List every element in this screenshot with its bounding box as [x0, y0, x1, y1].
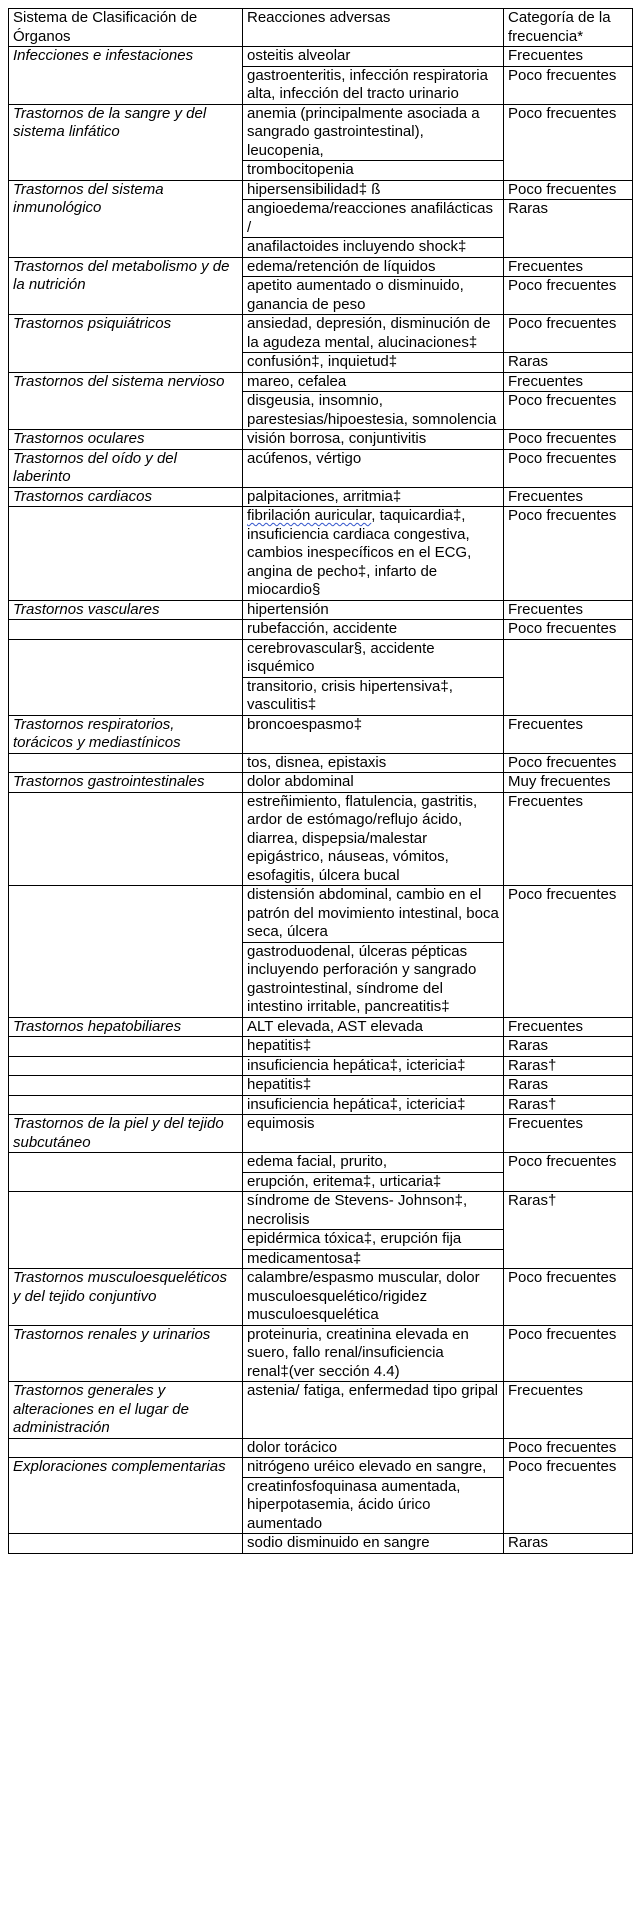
reaction-underlined-text: fibrilación auricular	[247, 507, 372, 524]
frequency-cell: Poco frecuentes	[504, 104, 633, 180]
table-row	[9, 600, 633, 620]
table-row	[9, 1095, 633, 1115]
soc-cell	[9, 886, 243, 1018]
reaction-cell: calambre/espasmo muscular, dolor musculoesquelético/rigidez musculoesquelética	[243, 1269, 504, 1326]
frequency-cell: Poco frecuentes	[504, 1438, 633, 1458]
soc-cell	[9, 1153, 243, 1192]
frequency-cell: Raras	[504, 1534, 633, 1554]
frequency-cell: Raras	[504, 353, 633, 373]
soc-cell	[9, 753, 243, 773]
reaction-cell: hipersensibilidad‡ ß	[243, 180, 504, 200]
frequency-cell: Raras†	[504, 1095, 633, 1115]
soc-cell	[9, 639, 243, 715]
reaction-cell: hepatitis‡	[243, 1076, 504, 1096]
frequency-cell: Frecuentes	[504, 1017, 633, 1037]
reaction-cell: edema/retención de líquidos	[243, 257, 504, 277]
frequency-cell: Poco frecuentes	[504, 886, 633, 1018]
table-row	[9, 430, 633, 450]
reaction-cell: rubefacción, accidente	[243, 620, 504, 640]
table-row	[9, 315, 633, 353]
frequency-cell: Poco frecuentes	[504, 315, 633, 353]
soc-cell	[9, 620, 243, 640]
soc-cell: Trastornos del metabolismo y de la nutrición	[9, 257, 243, 315]
reaction-cell: medicamentosa‡	[243, 1249, 504, 1269]
reaction-cell: palpitaciones, arritmia‡	[243, 487, 504, 507]
reaction-cell: edema facial, prurito,	[243, 1153, 504, 1173]
table-row	[9, 1017, 633, 1037]
frequency-cell: Frecuentes	[504, 257, 633, 277]
table-row	[9, 753, 633, 773]
reaction-cell: trombocitopenia	[243, 161, 504, 181]
frequency-cell: Frecuentes	[504, 792, 633, 886]
reaction-cell: proteinuria, creatinina elevada en suero, fallo renal/insuficiencia renal‡(ver sección 4.4)	[243, 1325, 504, 1382]
table-row	[9, 773, 633, 793]
frequency-cell: Poco frecuentes	[504, 507, 633, 601]
soc-cell: Trastornos hepatobiliares	[9, 1017, 243, 1037]
reaction-cell: broncoespasmo‡	[243, 715, 504, 753]
frequency-cell: Poco frecuentes	[504, 66, 633, 104]
frequency-cell: Poco frecuentes	[504, 449, 633, 487]
soc-cell: Trastornos respiratorios, torácicos y mediastínicos	[9, 715, 243, 753]
reaction-cell: epidérmica tóxica‡, erupción fija	[243, 1230, 504, 1250]
reaction-cell: gastroduodenal, úlceras pépticas incluyendo perforación y sangrado gastrointestinal, síndrome del intestino irritable, pancreatitis‡	[243, 942, 504, 1017]
soc-cell	[9, 1037, 243, 1057]
soc-cell	[9, 1534, 243, 1554]
frequency-cell: Raras	[504, 200, 633, 258]
table-row	[9, 639, 633, 677]
reaction-cell: equimosis	[243, 1115, 504, 1153]
reaction-cell: insuficiencia hepática‡, ictericia‡	[243, 1056, 504, 1076]
adverse-reactions-table	[8, 8, 633, 1554]
soc-cell: Trastornos de la piel y del tejido subcutáneo	[9, 1115, 243, 1153]
table-row	[9, 1325, 633, 1382]
frequency-cell: Frecuentes	[504, 372, 633, 392]
table-row	[9, 449, 633, 487]
soc-cell: Trastornos de la sangre y del sistema linfático	[9, 104, 243, 180]
soc-cell	[9, 507, 243, 601]
soc-cell: Trastornos musculoesqueléticos y del tejido conjuntivo	[9, 1269, 243, 1326]
frequency-cell: Poco frecuentes	[504, 1458, 633, 1534]
reaction-text: , taquicardia‡, insuficiencia cardiaca congestiva, cambios inespecíficos en el ECG, angina de pecho‡, infarto de miocardio§	[247, 507, 472, 598]
soc-cell: Exploraciones complementarias	[9, 1458, 243, 1534]
frequency-cell: Raras†	[504, 1056, 633, 1076]
reaction-cell: anafilactoides incluyendo shock‡	[243, 238, 504, 258]
soc-cell	[9, 1076, 243, 1096]
table-row	[9, 104, 633, 161]
reaction-cell: hepatitis‡	[243, 1037, 504, 1057]
table-row	[9, 1534, 633, 1554]
table-row	[9, 257, 633, 277]
table-row	[9, 47, 633, 67]
frequency-cell: Muy frecuentes	[504, 773, 633, 793]
reaction-cell: acúfenos, vértigo	[243, 449, 504, 487]
reaction-cell: sodio disminuido en sangre	[243, 1534, 504, 1554]
soc-cell: Trastornos oculares	[9, 430, 243, 450]
reaction-cell: astenia/ fatiga, enfermedad tipo gripal	[243, 1382, 504, 1439]
soc-cell	[9, 1056, 243, 1076]
soc-cell: Trastornos del sistema inmunológico	[9, 180, 243, 257]
table-row	[9, 620, 633, 640]
reaction-cell: gastroenteritis, infección respiratoria alta, infección del tracto urinario	[243, 66, 504, 104]
frequency-cell: Poco frecuentes	[504, 180, 633, 200]
frequency-cell: Poco frecuentes	[504, 430, 633, 450]
soc-cell	[9, 1095, 243, 1115]
soc-cell: Infecciones e infestaciones	[9, 47, 243, 105]
reaction-cell: ALT elevada, AST elevada	[243, 1017, 504, 1037]
reaction-cell: osteitis alveolar	[243, 47, 504, 67]
reaction-cell: disgeusia, insomnio, parestesias/hipoestesia, somnolencia	[243, 392, 504, 430]
table-row	[9, 1458, 633, 1478]
header-reactions: Reacciones adversas	[243, 9, 504, 47]
reaction-cell: tos, disnea, epistaxis	[243, 753, 504, 773]
table-header-row	[9, 9, 633, 47]
reaction-cell: visión borrosa, conjuntivitis	[243, 430, 504, 450]
reaction-cell: dolor torácico	[243, 1438, 504, 1458]
reaction-cell: apetito aumentado o disminuido, ganancia de peso	[243, 277, 504, 315]
frequency-cell: Poco frecuentes	[504, 753, 633, 773]
table-row	[9, 1056, 633, 1076]
reaction-cell	[243, 507, 504, 601]
header-frequency: Categoría de la frecuencia*	[504, 9, 633, 47]
reaction-cell: síndrome de Stevens- Johnson‡, necrolisis	[243, 1192, 504, 1230]
table-row	[9, 1192, 633, 1230]
frequency-cell: Poco frecuentes	[504, 620, 633, 640]
reaction-cell: anemia (principalmente asociada a sangrado gastrointestinal), leucopenia,	[243, 104, 504, 161]
reaction-cell: creatinfosfoquinasa aumentada, hiperpotasemia, ácido úrico aumentado	[243, 1477, 504, 1534]
table-row	[9, 1153, 633, 1173]
reaction-cell: estreñimiento, flatulencia, gastritis, ardor de estómago/reflujo ácido, diarrea, dispepsia/malestar epigástrico, náuseas, vómitos, esofagitis, úlcera bucal	[243, 792, 504, 886]
reaction-cell: transitorio, crisis hipertensiva‡, vasculitis‡	[243, 677, 504, 715]
table-row	[9, 792, 633, 886]
frequency-cell: Frecuentes	[504, 1115, 633, 1153]
document-page	[8, 8, 632, 1554]
frequency-cell: Frecuentes	[504, 47, 633, 67]
table-row	[9, 1438, 633, 1458]
table-row	[9, 1115, 633, 1153]
soc-cell: Trastornos del oído y del laberinto	[9, 449, 243, 487]
frequency-cell: Poco frecuentes	[504, 392, 633, 430]
reaction-cell: angioedema/reacciones anafilácticas /	[243, 200, 504, 238]
reaction-cell: cerebrovascular§, accidente isquémico	[243, 639, 504, 677]
frequency-cell: Frecuentes	[504, 600, 633, 620]
table-row	[9, 1382, 633, 1439]
reaction-cell: confusión‡, inquietud‡	[243, 353, 504, 373]
frequency-cell: Frecuentes	[504, 715, 633, 753]
frequency-cell: Raras	[504, 1037, 633, 1057]
frequency-cell: Poco frecuentes	[504, 277, 633, 315]
table-row	[9, 372, 633, 392]
reaction-cell: nitrógeno uréico elevado en sangre,	[243, 1458, 504, 1478]
soc-cell: Trastornos del sistema nervioso	[9, 372, 243, 430]
header-soc: Sistema de Clasificación de Órganos	[9, 9, 243, 47]
reaction-cell: hipertensión	[243, 600, 504, 620]
table-row	[9, 507, 633, 601]
frequency-cell: Raras†	[504, 1192, 633, 1269]
table-row	[9, 715, 633, 753]
frequency-cell: Frecuentes	[504, 487, 633, 507]
soc-cell	[9, 1438, 243, 1458]
soc-cell: Trastornos cardiacos	[9, 487, 243, 507]
reaction-cell: dolor abdominal	[243, 773, 504, 793]
table-row	[9, 180, 633, 200]
table-row	[9, 1076, 633, 1096]
soc-cell: Trastornos generales y alteraciones en el lugar de administración	[9, 1382, 243, 1439]
table-row	[9, 1269, 633, 1326]
table-row	[9, 886, 633, 943]
frequency-cell: Frecuentes	[504, 1382, 633, 1439]
soc-cell: Trastornos vasculares	[9, 600, 243, 620]
reaction-cell: insuficiencia hepática‡, ictericia‡	[243, 1095, 504, 1115]
frequency-cell	[504, 639, 633, 715]
reaction-cell: ansiedad, depresión, disminución de la agudeza mental, alucinaciones‡	[243, 315, 504, 353]
soc-cell: Trastornos gastrointestinales	[9, 773, 243, 793]
frequency-cell: Raras	[504, 1076, 633, 1096]
reaction-cell: distensión abdominal, cambio en el patrón del movimiento intestinal, boca seca, úlcera	[243, 886, 504, 943]
frequency-cell: Poco frecuentes	[504, 1269, 633, 1326]
soc-cell: Trastornos psiquiátricos	[9, 315, 243, 373]
reaction-cell: mareo, cefalea	[243, 372, 504, 392]
soc-cell	[9, 1192, 243, 1269]
table-row	[9, 487, 633, 507]
frequency-cell: Poco frecuentes	[504, 1153, 633, 1192]
frequency-cell: Poco frecuentes	[504, 1325, 633, 1382]
reaction-cell: erupción, eritema‡, urticaria‡	[243, 1172, 504, 1192]
soc-cell: Trastornos renales y urinarios	[9, 1325, 243, 1382]
table-row	[9, 1037, 633, 1057]
soc-cell	[9, 792, 243, 886]
